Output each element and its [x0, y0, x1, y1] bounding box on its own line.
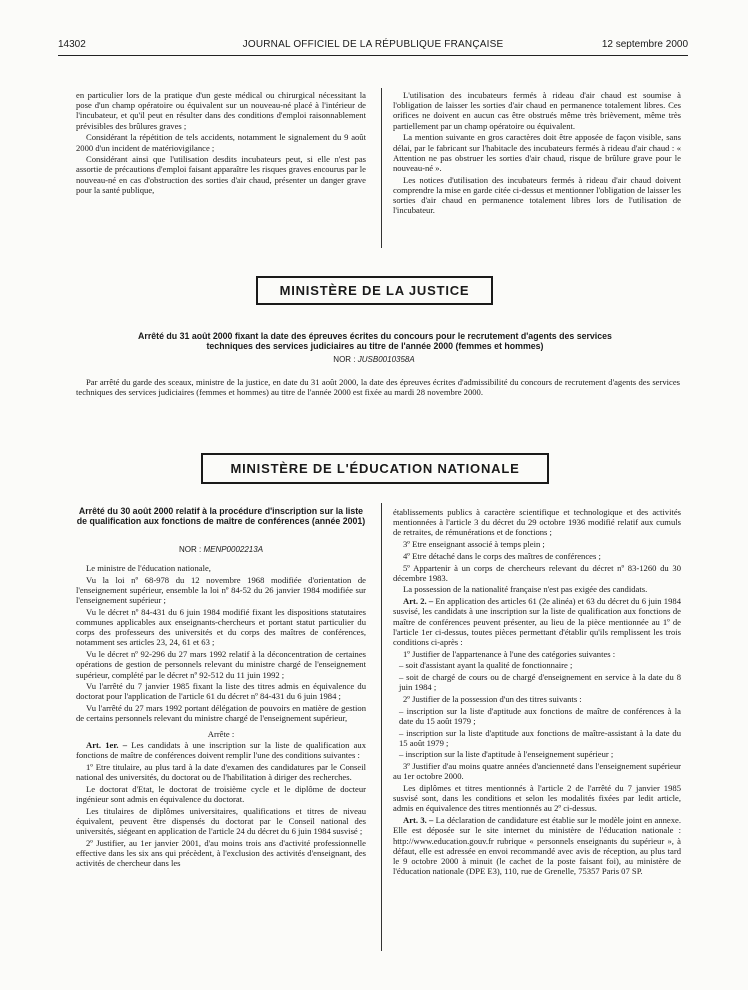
justice-decree-body: Par arrêté du garde des sceaux, ministre de la justice, en date du 31 août 2000, la date des épreuves écrites d'admissibilité du concours de recrutement d'agents des services techniques des services judiciaires (femmes et hommes) au titre de l'année 2000 est fixée au mardi 28 novembre 2000. — [76, 377, 680, 398]
paragraph: 1º Justifier de l'appartenance à l'une des catégories suivantes : — [403, 648, 616, 659]
paragraph: La possession de la nationalité française n'est pas exigée des candidats. — [403, 584, 648, 595]
education-nor — [76, 545, 366, 554]
education-right-column — [393, 507, 681, 876]
top-right-column — [393, 90, 681, 215]
nor-code: MENP0002213A — [203, 545, 264, 554]
paragraph: Vu la loi nº 68-978 du 12 novembre 1968 modifiée d'orientation de l'enseignement supérieur, ensemble la loi nº 84-52 du 26 janvier 1984 modifiée sur l'enseignement supérieur ; — [76, 574, 366, 606]
article-3: Art. 3. – La déclaration de candidature est établie sur le modèle joint en annexe. Elle est déposée sur le site internet du ministère de l'éducation nationale : http://www.education.gouv.fr rubrique « personnels enseignants du supérieur », à défaut, elle est adressée en envoi recommandé avec avis de réception, au plus tard le 9 octobre 2000 à minuit (le cachet de la poste faisant foi), au ministère de l'éducation nationale (DPE E3), 110, rue de Grenelle, 75357 Paris 07 SP. — [393, 815, 681, 877]
list-item: – inscription sur la liste d'aptitude aux fonctions de maître de conférences à la date du 15 août 1979 ; — [399, 705, 681, 726]
justice-nor — [224, 355, 524, 364]
paragraph: Vu le décret nº 92-296 du 27 mars 1992 relatif à la déconcentration de certaines opérations de gestion de personnels relevant du ministre chargé de l'enseignement supérieur, complété par le décret nº 92-512 du 11 juin 1992 ; — [76, 649, 366, 680]
paragraph: en particulier lors de la pratique d'un geste médical ou chirurgical nécessitant la pose d'un champ opératoire ou équivalent sur un nouveau-né placé à l'intérieur de l'incubateur, et qu'il peut en résulter dans des conditions d'emploi raisonnablement prévisibles des brûlures graves ; — [76, 90, 366, 131]
paragraph: Vu le décret nº 84-431 du 6 juin 1984 modifié fixant les dispositions statutaires communes applicables aux enseignants-chercheurs et portant statut particulier du corps des professeurs des universités et du corps des maîtres de conférences, notamment ses articles 23, 24, 61 et 63 ; — [76, 606, 366, 648]
paragraph: 5º Appartenir à un corps de chercheurs relevant du décret nº 83-1260 du 30 décembre 1983. — [393, 562, 681, 583]
paragraph: 3º Justifier d'au moins quatre années d'ancienneté dans l'enseignement supérieur au 1er octobre 2000. — [393, 761, 681, 782]
paragraph: Le ministre de l'éducation nationale, — [86, 563, 211, 573]
education-left-column — [76, 563, 366, 869]
paragraph: 2º Justifier de la possession d'un des titres suivants : — [403, 693, 582, 704]
article-2: Art. 2. – En application des articles 61 (2e alinéa) et 63 du décret du 6 juin 1984 susvisé, les candidats à une inscription sur la liste de qualification aux fonctions de maître de conférences peuvent présenter, au lieu de la pièce mentionnée au 1º de l'article 1er ci-dessus, toutes pièces permettant d'établir qu'ils remplissent les trois conditions ci-après : — [393, 596, 681, 647]
paragraph: Le doctorat d'Etat, le doctorat de troisième cycle et le diplôme de docteur ingénieur sont admis en équivalence du doctorat. — [76, 784, 366, 805]
column-divider — [381, 503, 382, 951]
column-divider — [381, 88, 382, 248]
paragraph: La mention suivante en gros caractères doit être apposée de façon visible, sans délai, par le fabricant sur l'habitacle des incubateurs fermés à rideau d'air chaud : « Attention ne pas obstruer les sorties d'air chaud, risque de brûlure grave pour le nouveau-né ». — [393, 132, 681, 173]
article-1: Art. 1er. – Les candidats à une inscription sur la liste de qualification aux fonctions de maître de conférences doivent remplir l'une des conditions suivantes : — [76, 740, 366, 761]
top-left-column — [76, 90, 366, 195]
paragraph: établissements publics à caractère scientifique et technologique et des activités mentionnées à l'article 3 du décret du 29 octobre 1936 modifié relatif aux cumuls de retraites, de rémunérations et de fonctions ; — [393, 507, 681, 538]
nor-label: NOR : — [333, 355, 356, 364]
paragraph: 2º Justifier, au 1er janvier 2001, d'au moins trois ans d'activité professionnelle effective dans les six ans qui précèdent, à l'exclusion des activités d'enseignant, des activités de chercheur dans les — [76, 838, 366, 869]
list-item: – soit d'assistant ayant la qualité de fonctionnaire ; — [399, 660, 573, 671]
issue-date: 12 septembre 2000 — [601, 39, 688, 50]
page-header — [58, 39, 688, 53]
education-decree-title: Arrêté du 30 août 2000 relatif à la procédure d'inscription sur la liste de qualification aux fonctions de maître de conférences (année 2001) — [76, 506, 366, 526]
journal-title: JOURNAL OFFICIEL DE LA RÉPUBLIQUE FRANÇAISE — [242, 39, 504, 50]
nor-code: JUSB0010358A — [357, 355, 415, 364]
paragraph: Vu l'arrêté du 7 janvier 1985 fixant la liste des titres admis en équivalence du doctorat pour l'application de l'article 61 du décret nº 84-431 du 6 juin 1984 ; — [76, 681, 366, 702]
paragraph: L'utilisation des incubateurs fermés à rideau d'air chaud est soumise à l'obligation de laisser les sorties d'air chaud en permanence totalement libres. Ces orifices ne doivent en aucun cas être obstrués même très brièvement, même très partiellement par un champ opératoire ou équivalent. — [393, 90, 681, 131]
page-number: 14302 — [58, 39, 86, 50]
ministry-education-heading: MINISTÈRE DE L'ÉDUCATION NATIONALE — [201, 453, 549, 484]
paragraph: Vu l'arrêté du 27 mars 1992 portant délégation de pouvoirs en matière de gestion de certains personnels relevant du ministre chargé de l'enseignement supérieur, — [76, 703, 366, 724]
list-item: – inscription sur la liste d'aptitude à l'enseignement supérieur ; — [399, 749, 614, 760]
paragraph: 1º Etre titulaire, au plus tard à la date d'examen des candidatures par le Conseil national des universités, du doctorat ou de l'habilitation à diriger des recherches. — [76, 762, 366, 783]
header-rule — [58, 55, 688, 56]
nor-label: NOR : — [178, 545, 202, 554]
paragraph: Les diplômes et titres mentionnés à l'article 2 de l'arrêté du 7 janvier 1985 susvisé sont, dans les conditions et selon les modalités fixées par ledit article, admis en équivalence des titres mentionnés au 2º ci-dessus. — [393, 783, 681, 814]
arrete-label: Arrête : — [207, 728, 235, 739]
paragraph: 4º Etre détaché dans le corps des maîtres de conférences ; — [403, 550, 601, 561]
list-item: – soit de chargé de cours ou de chargé d'enseignement en service à la date du 8 juin 1984 ; — [399, 672, 681, 693]
paragraph: Considérant ainsi que l'utilisation desdits incubateurs peut, si elle n'est pas assortie de précautions d'emploi faisant apparaître les risques graves encourus par le nouveau-né en cas d'obstruction des sorties d'air chaud, présenter un danger grave pour la santé publique, — [76, 154, 366, 195]
paragraph: Considérant la répétition de tels accidents, notamment le signalement du 9 août 2000 d'un incident de matériovigilance ; — [76, 132, 366, 153]
paragraph: Les titulaires de diplômes universitaires, qualifications et titres de niveau équivalent, peuvent être dispensés du doctorat par le Conseil national des universités, siégeant en application de l'article 24 du décret du 6 juin 1984 susvisé ; — [76, 805, 366, 837]
justice-decree-title: Arrêté du 31 août 2000 fixant la date des épreuves écrites du concours pour le recrutement d'agents des services techniques des services judiciaires au titre de l'année 2000 (femmes et hommes) — [138, 331, 612, 351]
ministry-justice-heading: MINISTÈRE DE LA JUSTICE — [256, 276, 493, 305]
list-item: – inscription sur la liste d'aptitude aux fonctions de maître-assistant à la date du 15 août 1979 ; — [399, 727, 681, 748]
paragraph: Les notices d'utilisation des incubateurs fermés à rideau d'air chaud doivent comprendre la mise en garde citée ci-dessus et mentionner l'obligation de laisser les sorties d'air chaud en permanence totalement libres lors de l'utilisation de l'incubateur. — [393, 174, 681, 216]
paragraph: 3º Etre enseignant associé à temps plein ; — [403, 539, 545, 550]
